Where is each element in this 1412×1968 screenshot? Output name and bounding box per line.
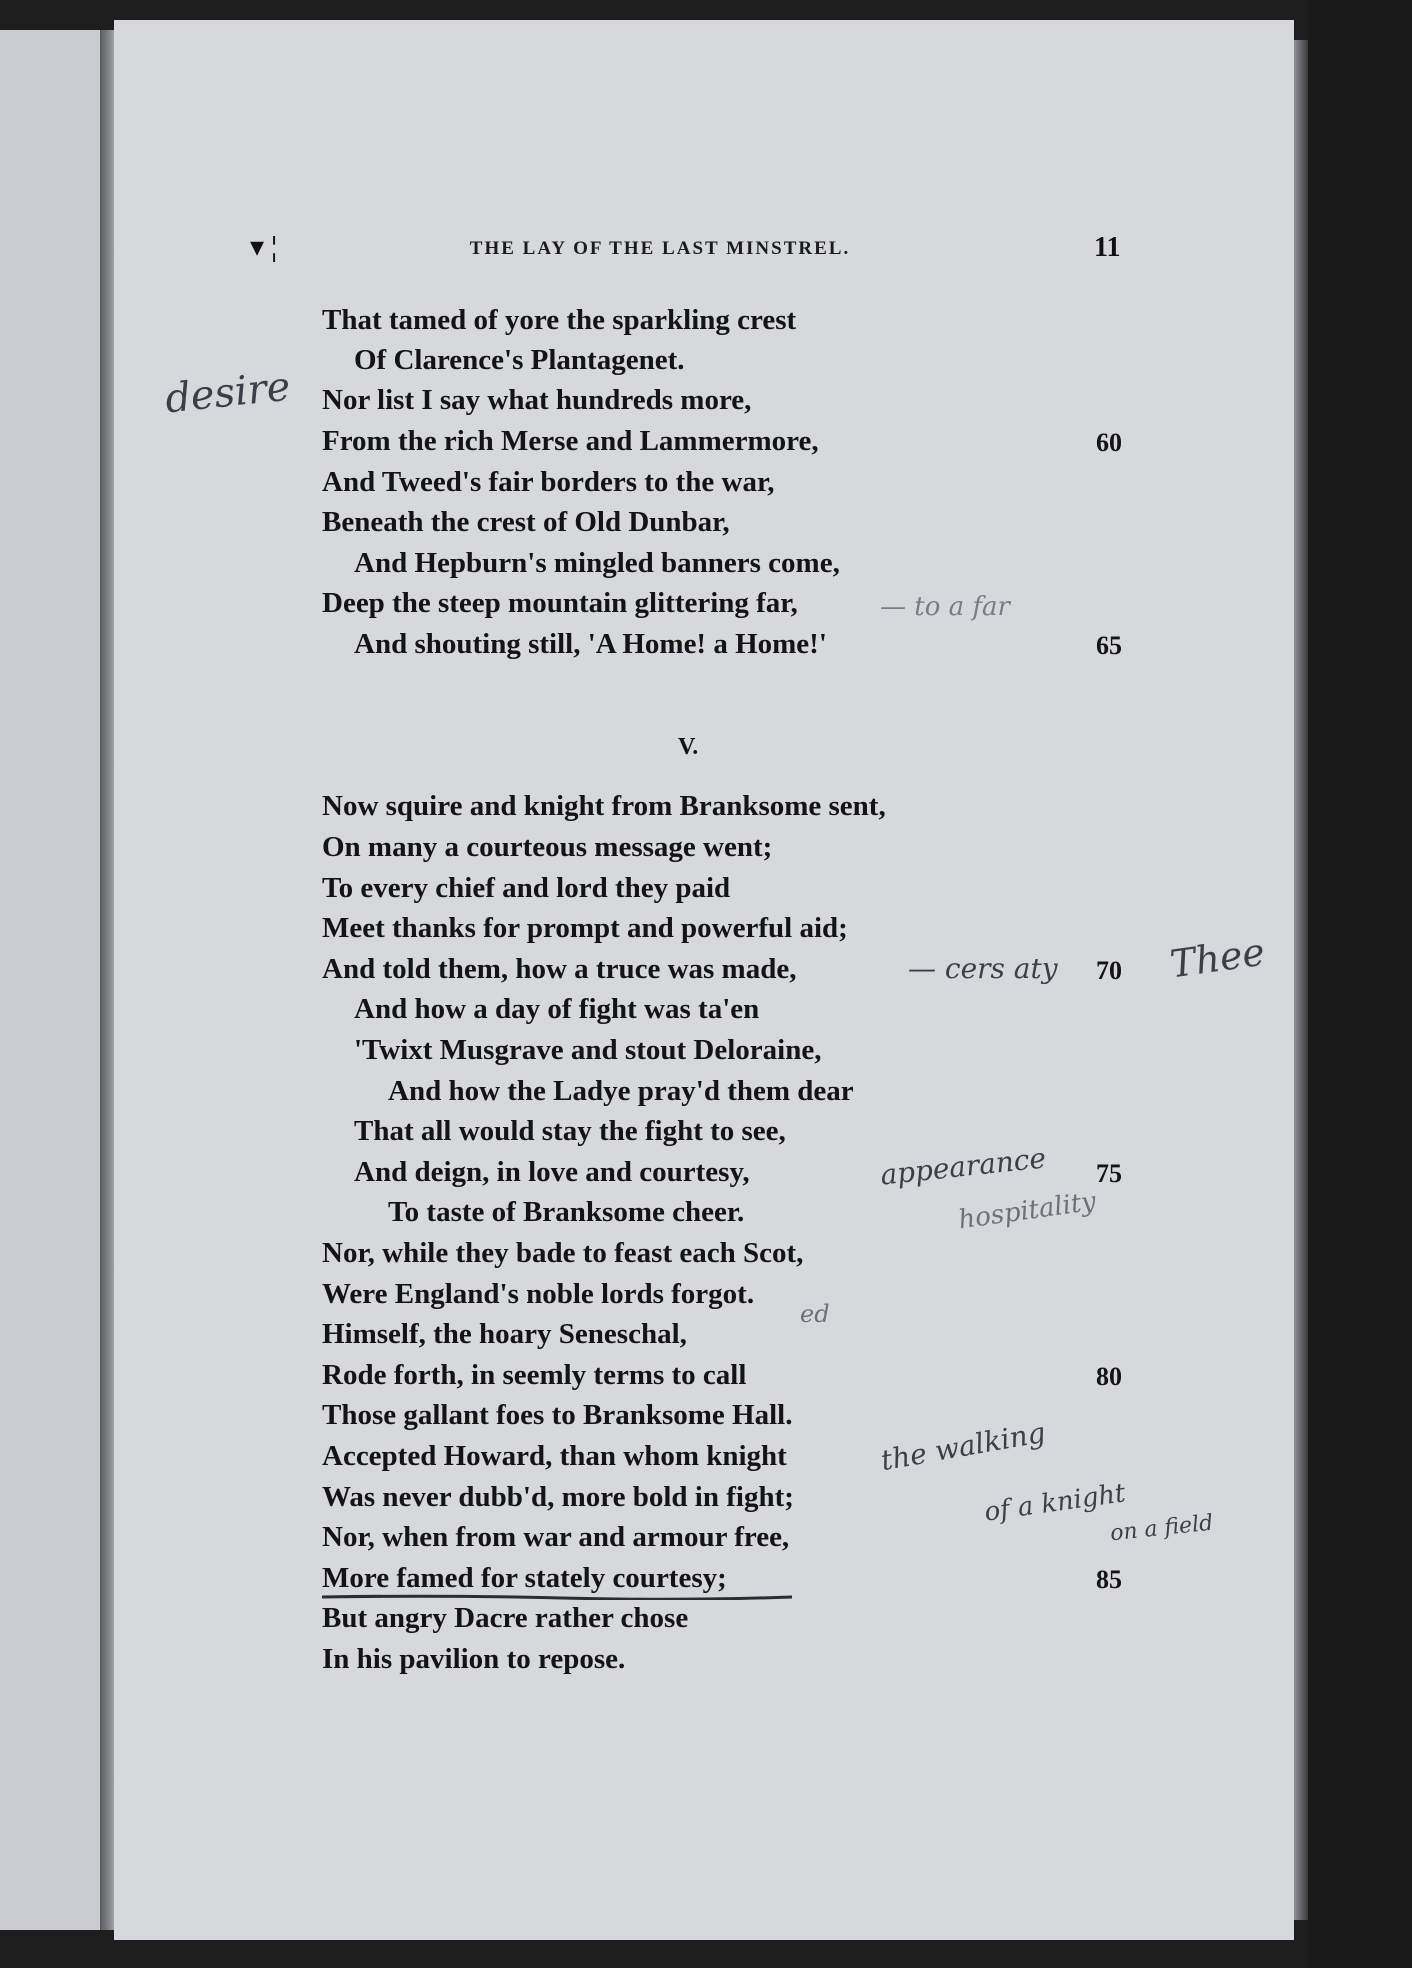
marginalia-far: — to a far: [880, 592, 1010, 622]
verse-line: And how a day of fight was ta'en: [354, 993, 760, 1025]
line-number: 65: [1096, 631, 1122, 660]
verse-line: 'Twixt Musgrave and stout Deloraine,: [354, 1034, 822, 1066]
marginalia-ed: ed: [800, 1300, 830, 1328]
line-number: 75: [1096, 1159, 1122, 1188]
marginalia-field: on a field: [1108, 1510, 1215, 1547]
facing-page-edge: [0, 30, 106, 1930]
marginalia-hospitality: hospitality: [956, 1186, 1098, 1236]
verse-line: And told them, how a truce was made,: [322, 953, 797, 985]
verse-line: Meet thanks for prompt and powerful aid;: [322, 912, 848, 944]
verse-line: That tamed of yore the sparkling crest: [322, 304, 797, 336]
marginalia-appearance: appearance: [878, 1141, 1048, 1192]
running-head: THE LAY OF THE LAST MINSTREL.: [469, 238, 851, 259]
verse-line: And shouting still, 'A Home! a Home!': [354, 628, 827, 660]
verse-line: On many a courteous message went;: [322, 831, 773, 863]
verse-line: Accepted Howard, than whom knight: [322, 1440, 787, 1472]
verse-line: From the rich Merse and Lammermore,: [322, 425, 819, 457]
line-number: 60: [1096, 428, 1122, 457]
line-number: 70: [1096, 956, 1122, 985]
verse-line: Rode forth, in seemly terms to call: [322, 1359, 747, 1391]
line-number: 85: [1096, 1565, 1122, 1594]
corner-mark: ▾ ¦: [250, 232, 278, 263]
verse-line: To every chief and lord they paid: [322, 872, 731, 904]
verse-line: Of Clarence's Plantagenet.: [354, 344, 685, 376]
pencil-underline: [322, 1594, 792, 1600]
verse-line: To taste of Branksome cheer.: [388, 1196, 745, 1228]
marginalia-cers: — cers aty: [908, 952, 1058, 985]
page-edge-shadow: [1294, 40, 1308, 1920]
verse-line: More famed for stately courtesy;: [322, 1562, 727, 1594]
verse-line: Nor list I say what hundreds more,: [322, 384, 752, 416]
verse-line: Nor, while they bade to feast each Scot,: [322, 1237, 804, 1269]
verse-line: That all would stay the fight to see,: [354, 1115, 786, 1147]
marginalia-desire: desire: [162, 363, 293, 423]
verse-line: Was never dubb'd, more bold in fight;: [322, 1481, 794, 1513]
verse-line: Those gallant foes to Branksome Hall.: [322, 1399, 793, 1431]
marginalia-thee: Thee: [1167, 929, 1268, 987]
book-gutter: [100, 30, 114, 1930]
verse-line: Beneath the crest of Old Dunbar,: [322, 506, 730, 538]
line-number: 80: [1096, 1362, 1122, 1391]
verse-line: And how the Ladye pray'd them dear: [388, 1075, 854, 1107]
page-number: 11: [1094, 232, 1121, 263]
marginalia-knight: of a knight: [982, 1478, 1128, 1528]
marginalia-walking: the walking: [878, 1415, 1048, 1478]
verse-line: Were England's noble lords forgot.: [322, 1278, 755, 1310]
verse-line: And Tweed's fair borders to the war,: [322, 466, 775, 498]
verse-line: Himself, the hoary Seneschal,: [322, 1318, 687, 1350]
section-number: V.: [678, 734, 699, 760]
verse-line: But angry Dacre rather chose: [322, 1602, 689, 1634]
verse-line: And Hepburn's mingled banners come,: [354, 547, 840, 579]
verse-line: Nor, when from war and armour free,: [322, 1521, 790, 1553]
scan-background: [1308, 0, 1412, 1968]
verse-line: And deign, in love and courtesy,: [354, 1156, 750, 1188]
verse-line: Now squire and knight from Branksome sent,: [322, 790, 886, 822]
verse-line: Deep the steep mountain glittering far,: [322, 587, 798, 619]
verse-line: In his pavilion to repose.: [322, 1643, 626, 1675]
